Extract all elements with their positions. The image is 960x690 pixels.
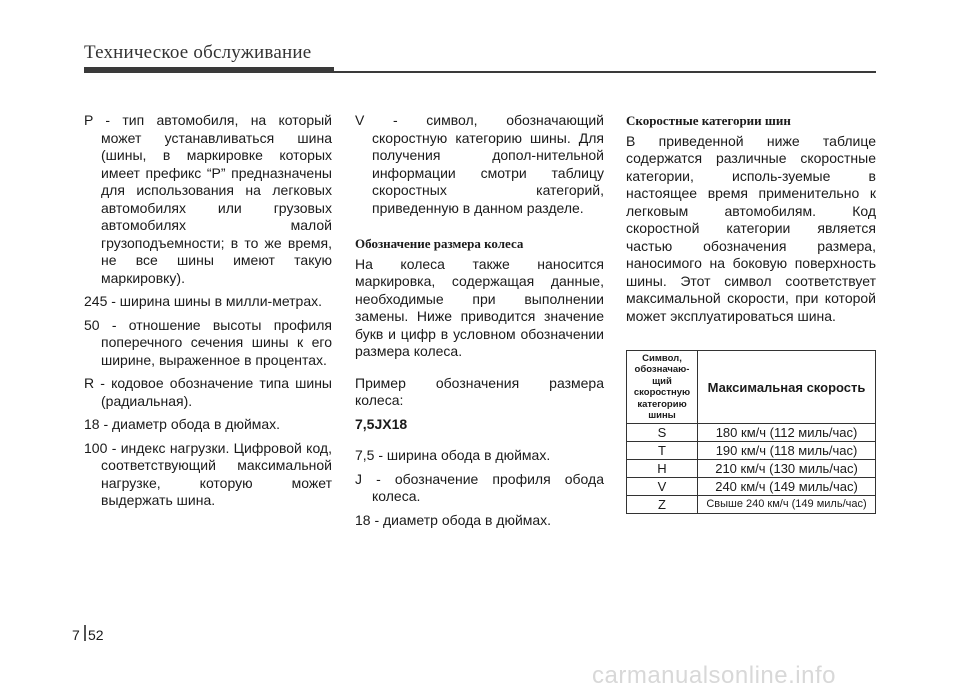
page-header-title: Техническое обслуживание xyxy=(84,42,312,63)
table-row xyxy=(627,478,876,496)
definition-50: 50 - отношение высоты профиля поперечного сечения шины к его ширине, выраженное в процентах. xyxy=(84,316,332,368)
watermark-text: carmanualsonline.info xyxy=(592,662,836,689)
table-header-row xyxy=(627,351,876,424)
example-code: 7,5JX18 xyxy=(355,415,408,432)
speed-category-table xyxy=(626,350,876,514)
speed-category-paragraph: В приведенной ниже таблице содержатся различные скоростные категории, исполь-зуемые в настоящее время применительно к легковым автомобилям. Код скоростной категории является частью обозначения размера, наносимого на боковую поверхность шины. Этот символ соответствует максимальной скорости, при которой может эксплуатироваться шина. xyxy=(626,132,876,324)
section-number: 7 xyxy=(72,627,80,643)
definition-p: P - тип автомобиля, на который может устанавливаться шина (шины, в маркировке которых имеет префикс “P” предназначены для использования на легковых автомобилях или грузовых автомобилях малой грузоподъемности; в то же время, не все шины имеют такую маркировку). xyxy=(84,112,332,286)
speed-category-heading: Скоростные категории шин xyxy=(626,113,791,128)
table-cell-speed: Свыше 240 км/ч (149 миль/час) xyxy=(698,496,876,514)
example-label: Пример обозначения размера колеса: xyxy=(355,374,604,408)
definition-18: 18 - диаметр обода в дюймах. xyxy=(84,416,281,432)
wheel-size-paragraph: На колеса также наносится маркировка, содержащая данные, необходимые при выполнении замены. Ниже приводится значение букв и цифр в условном обозначении размера колеса. xyxy=(355,255,604,359)
table-row xyxy=(627,460,876,478)
wheel-definition-diameter: 18 - диаметр обода в дюймах. xyxy=(355,511,552,528)
table-cell-symbol: Z xyxy=(627,496,698,514)
column-left xyxy=(84,112,332,516)
column-middle xyxy=(355,112,604,535)
table-cell-speed: 210 км/ч (130 миль/час) xyxy=(698,460,876,478)
table-row xyxy=(627,496,876,514)
table-header-symbol: Символ, обозначаю-щий скоростную категорию шины xyxy=(627,351,698,424)
table-cell-symbol: T xyxy=(627,442,698,460)
table-cell-speed: 180 км/ч (112 миль/час) xyxy=(698,424,876,442)
definition-v: V - символ, обозначающий скоростную категорию шины. Для получения допол-нительной информации смотри таблицу скоростных категорий, приведенную в данном разделе. xyxy=(355,112,604,216)
table-cell-symbol: S xyxy=(627,424,698,442)
wheel-definition-j: J - обозначение профиля обода колеса. xyxy=(355,470,604,504)
table-cell-speed: 190 км/ч (118 миль/час) xyxy=(698,442,876,460)
table-header-speed: Максимальная скорость xyxy=(698,351,876,424)
definition-245: 245 - ширина шины в милли-метрах. xyxy=(84,293,323,309)
table-row xyxy=(627,424,876,442)
table-cell-speed: 240 км/ч (149 миль/час) xyxy=(698,478,876,496)
header-rule-thin xyxy=(84,71,876,73)
definition-100: 100 - индекс нагрузки. Цифровой код, соответствующий максимальной нагрузке, которую может выдержать шина. xyxy=(84,439,332,508)
wheel-size-heading: Обозначение размера колеса xyxy=(355,236,524,251)
page-number-divider xyxy=(84,625,86,641)
page-number: 52 xyxy=(88,627,104,643)
table-row xyxy=(627,442,876,460)
definition-r: R - кодовое обозначение типа шины (радиальная). xyxy=(84,375,332,409)
column-right xyxy=(626,112,876,333)
wheel-definition-width: 7,5 - ширина обода в дюймах. xyxy=(355,447,551,463)
table-cell-symbol: V xyxy=(627,478,698,496)
table-cell-symbol: H xyxy=(627,460,698,478)
